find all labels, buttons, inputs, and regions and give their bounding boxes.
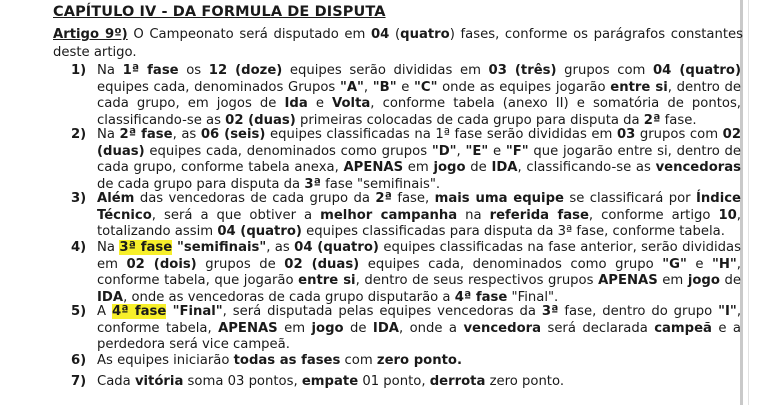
- bold-phrase: jogo: [687, 273, 720, 288]
- bold-phrase: "E": [465, 143, 489, 159]
- bold-phrase: 2ª: [375, 191, 392, 206]
- text-run: , conforme artigo: [588, 207, 719, 223]
- item-number: 5): [71, 304, 87, 319]
- text-run: , dentro de cada grupo, em jogos de: [97, 79, 741, 111]
- bold-phrase: mais uma equipe: [434, 191, 564, 206]
- chapter-title: CAPÍTULO IV - DA FORMULA DE DISPUTA: [53, 4, 386, 20]
- text-run: de: [465, 160, 492, 175]
- text-run: , onde a: [398, 320, 464, 336]
- text-run: A: [97, 304, 112, 319]
- text-run: equipes cada, denominados Grupos: [97, 79, 340, 95]
- bold-phrase: IDA: [372, 320, 399, 336]
- text-run: e: [488, 143, 506, 159]
- text-run: fase,: [391, 191, 435, 206]
- item-text: [97, 304, 741, 352]
- bold-phrase: campeã: [654, 320, 712, 336]
- highlighted-phrase: 4ª fase: [111, 304, 167, 319]
- text-run: equipes serão divididas em: [282, 63, 489, 78]
- text-run: de cada grupo para disputa da: [97, 176, 305, 192]
- article-text-2: (: [389, 27, 401, 42]
- article-bold-2: quatro: [400, 27, 450, 42]
- text-run: na: [457, 207, 490, 223]
- bold-phrase: 03: [616, 127, 636, 142]
- text-run: em: [277, 320, 312, 336]
- bold-phrase: 1ª fase: [122, 63, 179, 78]
- bold-phrase: 06 (seis): [200, 127, 266, 142]
- bold-phrase: 2ª fase: [119, 127, 173, 142]
- item-number: 3): [71, 191, 87, 206]
- text-run: de: [719, 273, 741, 288]
- bold-phrase: 04 (quatro): [294, 240, 379, 255]
- text-run: os: [178, 63, 209, 78]
- text-run: primeiras colocadas de cada grupo para disputa da: [295, 112, 644, 128]
- bold-phrase: 3ª: [541, 304, 559, 319]
- bold-phrase: entre si: [610, 79, 668, 95]
- text-run: , conforme tabela,: [97, 304, 742, 336]
- text-run: equipes classificadas na fase anterior, serão divididas em: [97, 240, 741, 272]
- text-run: , as: [266, 240, 295, 255]
- text-run: de: [343, 320, 373, 336]
- text-run: , será a que obtiver a: [151, 207, 321, 223]
- bold-phrase: Ida: [284, 96, 308, 111]
- bold-phrase: 02 (duas): [225, 112, 296, 128]
- text-run: que jogarão entre si, dentro de cada grupo, conforme tabela anexa,: [97, 143, 742, 175]
- bold-phrase: IDA: [97, 289, 124, 305]
- bold-phrase: 04 (quatro): [653, 63, 742, 78]
- text-run: , classificando-se as: [517, 160, 656, 175]
- text-run: grupos com: [556, 63, 653, 78]
- article-bold-1: 04: [371, 27, 390, 42]
- bold-phrase: vencedora: [463, 320, 542, 336]
- list-item: [71, 353, 741, 370]
- bold-phrase: "G": [662, 256, 687, 272]
- text-run: ,: [363, 79, 373, 95]
- bold-phrase: 02 (duas): [97, 127, 742, 159]
- item-text: [97, 353, 462, 368]
- bold-phrase: melhor campanha: [320, 207, 458, 223]
- text-run: em: [657, 273, 688, 288]
- item-text: [97, 191, 741, 239]
- bold-phrase: "semifinais": [172, 240, 267, 255]
- text-run: e: [307, 96, 333, 111]
- text-run: das vencedoras de cada grupo da: [134, 191, 376, 206]
- bold-phrase: APENAS: [218, 320, 278, 336]
- item-number: 2): [71, 127, 87, 142]
- text-run: Cada: [97, 374, 135, 389]
- bold-phrase: "B": [372, 79, 397, 95]
- bold-phrase: 12 (doze): [208, 63, 283, 78]
- text-run: Na: [97, 127, 120, 142]
- bold-phrase: vencedoras: [655, 160, 742, 175]
- item-number: 7): [71, 374, 87, 389]
- bold-phrase: empate: [301, 374, 359, 389]
- article-text-3: ) fases, conforme os parágrafos constantes deste artigo.: [53, 27, 744, 60]
- bold-phrase: APENAS: [343, 160, 404, 175]
- bold-phrase: Índice Técnico: [97, 191, 741, 223]
- bold-phrase: IDA: [491, 160, 518, 175]
- bold-phrase: 02 (duas): [284, 256, 360, 272]
- bold-phrase: jogo: [433, 160, 466, 175]
- text-run: equipes classificadas para disputa da 3ª fase, conforme tabela.: [301, 224, 725, 239]
- bold-phrase: Além: [97, 191, 135, 206]
- bold-phrase: 2ª: [643, 112, 661, 128]
- item-text: [97, 63, 741, 128]
- text-run: e: [396, 79, 415, 95]
- text-run: se classificará por: [563, 191, 696, 206]
- text-run: será declarada: [541, 320, 655, 336]
- scan-edge-line: [748, 0, 749, 405]
- list-item: [71, 127, 742, 193]
- item-number: 4): [71, 240, 87, 255]
- text-run: , as: [172, 127, 201, 142]
- text-run: zero ponto.: [485, 374, 565, 389]
- text-run: , onde as vencedoras de cada grupo disputarão a: [123, 289, 455, 305]
- text-run: , conforme tabela, que jogarão: [97, 256, 741, 288]
- text-run: fase, dentro do grupo: [558, 304, 719, 319]
- item-number: 1): [71, 63, 87, 78]
- item-number: 6): [71, 353, 87, 368]
- text-run: onde as equipes jogarão: [437, 79, 611, 95]
- bold-phrase: "Final": [166, 304, 223, 319]
- bold-phrase: Volta: [332, 96, 371, 111]
- text-run: equipes classificadas na 1ª fase serão divididas em: [265, 127, 617, 142]
- text-run: em: [403, 160, 434, 175]
- text-run: fase "semifinais".: [320, 176, 441, 192]
- item-text: [97, 240, 741, 305]
- bold-phrase: 03 (três): [488, 63, 557, 78]
- bold-phrase: vitória: [134, 374, 184, 389]
- text-run: Na: [97, 63, 123, 78]
- item-text: [97, 374, 564, 389]
- bold-phrase: jogo: [311, 320, 344, 336]
- bold-phrase: "F": [505, 143, 529, 159]
- list-item: [71, 374, 741, 391]
- bold-phrase: todas as fases: [233, 353, 341, 368]
- bold-phrase: 04 (quatro): [217, 224, 302, 239]
- text-run: Na: [97, 240, 120, 255]
- text-run: soma 03 pontos,: [183, 374, 302, 389]
- text-run: e: [686, 256, 713, 272]
- bold-phrase: "C": [414, 79, 438, 95]
- bold-phrase: "A": [339, 79, 364, 95]
- list-item: [71, 191, 741, 241]
- bold-phrase: referida fase: [489, 207, 589, 223]
- article-text-1: O Campeonato será disputado em: [127, 27, 371, 42]
- list-item: [71, 240, 741, 306]
- text-run: , totalizando assim: [97, 207, 741, 239]
- text-run: equipes cada, denominados como grupo: [359, 256, 663, 272]
- highlighted-phrase: 3ª fase: [119, 240, 173, 255]
- text-run: ,: [456, 143, 466, 159]
- bold-phrase: "I": [718, 304, 737, 319]
- item-text: [97, 127, 741, 192]
- bold-phrase: entre si: [298, 273, 356, 288]
- article-intro: [53, 26, 743, 61]
- text-run: , será disputada pelas equipes vencedoras da: [222, 304, 542, 319]
- text-run: com: [340, 353, 377, 368]
- list-item: [71, 63, 742, 129]
- text-run: 01 ponto,: [358, 374, 430, 389]
- bold-phrase: 02 (dois): [126, 256, 197, 272]
- bold-phrase: APENAS: [598, 273, 658, 288]
- text-run: grupos com: [635, 127, 723, 142]
- text-run: , dentro de seus respectivos grupos: [355, 273, 599, 288]
- bold-phrase: zero ponto.: [376, 353, 462, 368]
- bold-phrase: derrota: [429, 374, 486, 389]
- bold-phrase: 4ª fase: [454, 289, 508, 305]
- text-run: As equipes iniciarão: [97, 353, 234, 368]
- list-item: [71, 304, 742, 354]
- text-run: , conforme tabela (anexo II) e somatória de pontos, classificando-se as: [97, 96, 742, 128]
- article-label: Artigo 9º): [53, 27, 128, 42]
- text-run: equipes cada, denominados como grupos: [144, 143, 432, 159]
- bold-phrase: 10: [718, 207, 737, 223]
- text-run: e a perdedora será vice campeã.: [97, 320, 742, 352]
- text-run: "Final".: [507, 289, 559, 305]
- bold-phrase: "H": [712, 256, 737, 272]
- text-run: grupos de: [196, 256, 285, 272]
- bold-phrase: 3ª: [304, 176, 321, 192]
- bold-phrase: "D": [431, 143, 457, 159]
- text-run: fase.: [660, 112, 697, 128]
